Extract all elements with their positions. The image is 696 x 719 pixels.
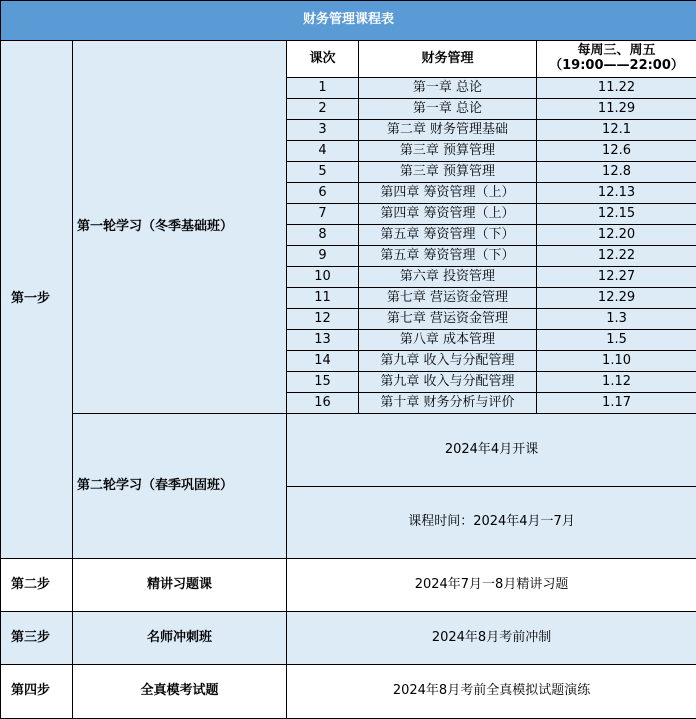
- lesson-date: 11.22: [537, 78, 696, 99]
- lesson-date: 12.6: [537, 141, 696, 162]
- lesson-index: 14: [287, 351, 359, 372]
- header-schedule-line1: 每周三、周五: [577, 43, 656, 59]
- lesson-index: 16: [287, 393, 359, 414]
- lesson-index: 15: [287, 372, 359, 393]
- lesson-index: 7: [287, 204, 359, 225]
- step4-label: 第四步: [1, 665, 73, 719]
- title-row: [1, 1, 696, 41]
- lesson-date: 1.10: [537, 351, 696, 372]
- header-row: [1, 41, 696, 78]
- step2-time: 2024年7月一8月精讲习题: [287, 559, 696, 612]
- lesson-chapter: 第六章 投资管理: [359, 267, 537, 288]
- header-subject: 财务管理: [359, 41, 537, 78]
- step4-time: 2024年8月考前全真模拟试题演练: [287, 665, 696, 719]
- lesson-index: 8: [287, 225, 359, 246]
- round2-label: 第二轮学习（春季巩固班）: [73, 414, 287, 559]
- lesson-index: 10: [287, 267, 359, 288]
- lesson-chapter: 第五章 筹资管理（下）: [359, 246, 537, 267]
- lesson-chapter: 第一章 总论: [359, 78, 537, 99]
- step2-row: [1, 559, 696, 612]
- lesson-chapter: 第八章 成本管理: [359, 330, 537, 351]
- lesson-date: 12.20: [537, 225, 696, 246]
- step3-time: 2024年8月考前冲制: [287, 612, 696, 665]
- lesson-date: 1.17: [537, 393, 696, 414]
- lesson-date: 1.3: [537, 309, 696, 330]
- lesson-chapter: 第十章 财务分析与评价: [359, 393, 537, 414]
- lesson-index: 9: [287, 246, 359, 267]
- lesson-chapter: 第五章 筹资管理（下）: [359, 225, 537, 246]
- lesson-index: 11: [287, 288, 359, 309]
- step4-row: [1, 665, 696, 719]
- step2-label: 第二步: [1, 559, 73, 612]
- header-schedule: [537, 41, 696, 78]
- lesson-date: 12.13: [537, 183, 696, 204]
- lesson-chapter: 第一章 总论: [359, 99, 537, 120]
- lesson-index: 6: [287, 183, 359, 204]
- step2-course: 精讲习题课: [73, 559, 287, 612]
- lesson-chapter: 第七章 营运资金管理: [359, 288, 537, 309]
- lesson-index: 5: [287, 162, 359, 183]
- lesson-index: 2: [287, 99, 359, 120]
- lesson-index: 1: [287, 78, 359, 99]
- lesson-chapter: 第四章 筹资管理（上）: [359, 204, 537, 225]
- lesson-date: 12.27: [537, 267, 696, 288]
- round2-start: 2024年4月开课: [287, 414, 696, 487]
- lesson-chapter: 第四章 筹资管理（上）: [359, 183, 537, 204]
- header-schedule-line2: （19:00——22:00）: [549, 58, 684, 73]
- lesson-index: 4: [287, 141, 359, 162]
- lesson-chapter: 第三章 预算管理: [359, 162, 537, 183]
- lesson-index: 13: [287, 330, 359, 351]
- lesson-chapter: 第九章 收入与分配管理: [359, 372, 537, 393]
- lesson-date: 1.12: [537, 372, 696, 393]
- step3-label: 第三步: [1, 612, 73, 665]
- header-index: 课次: [287, 41, 359, 78]
- lesson-date: 1.5: [537, 330, 696, 351]
- round2-start-row: [1, 414, 696, 487]
- lesson-chapter: 第三章 预算管理: [359, 141, 537, 162]
- lesson-date: 12.29: [537, 288, 696, 309]
- lesson-date: 11.29: [537, 99, 696, 120]
- table-title: 财务管理课程表: [1, 1, 696, 41]
- lesson-date: 12.1: [537, 120, 696, 141]
- lesson-date: 12.22: [537, 246, 696, 267]
- lesson-date: 12.8: [537, 162, 696, 183]
- step1-label: 第一步: [1, 41, 73, 559]
- round1-label: 第一轮学习（冬季基础班）: [73, 41, 287, 414]
- lesson-chapter: 第七章 营运资金管理: [359, 309, 537, 330]
- lesson-date: 12.15: [537, 204, 696, 225]
- lesson-chapter: 第九章 收入与分配管理: [359, 351, 537, 372]
- lesson-chapter: 第二章 财务管理基础: [359, 120, 537, 141]
- round2-period: 课程时间：2024年4月一7月: [287, 487, 696, 559]
- step3-row: [1, 612, 696, 665]
- step3-course: 名师冲刺班: [73, 612, 287, 665]
- lesson-index: 3: [287, 120, 359, 141]
- step4-course: 全真模考试题: [73, 665, 287, 719]
- lesson-index: 12: [287, 309, 359, 330]
